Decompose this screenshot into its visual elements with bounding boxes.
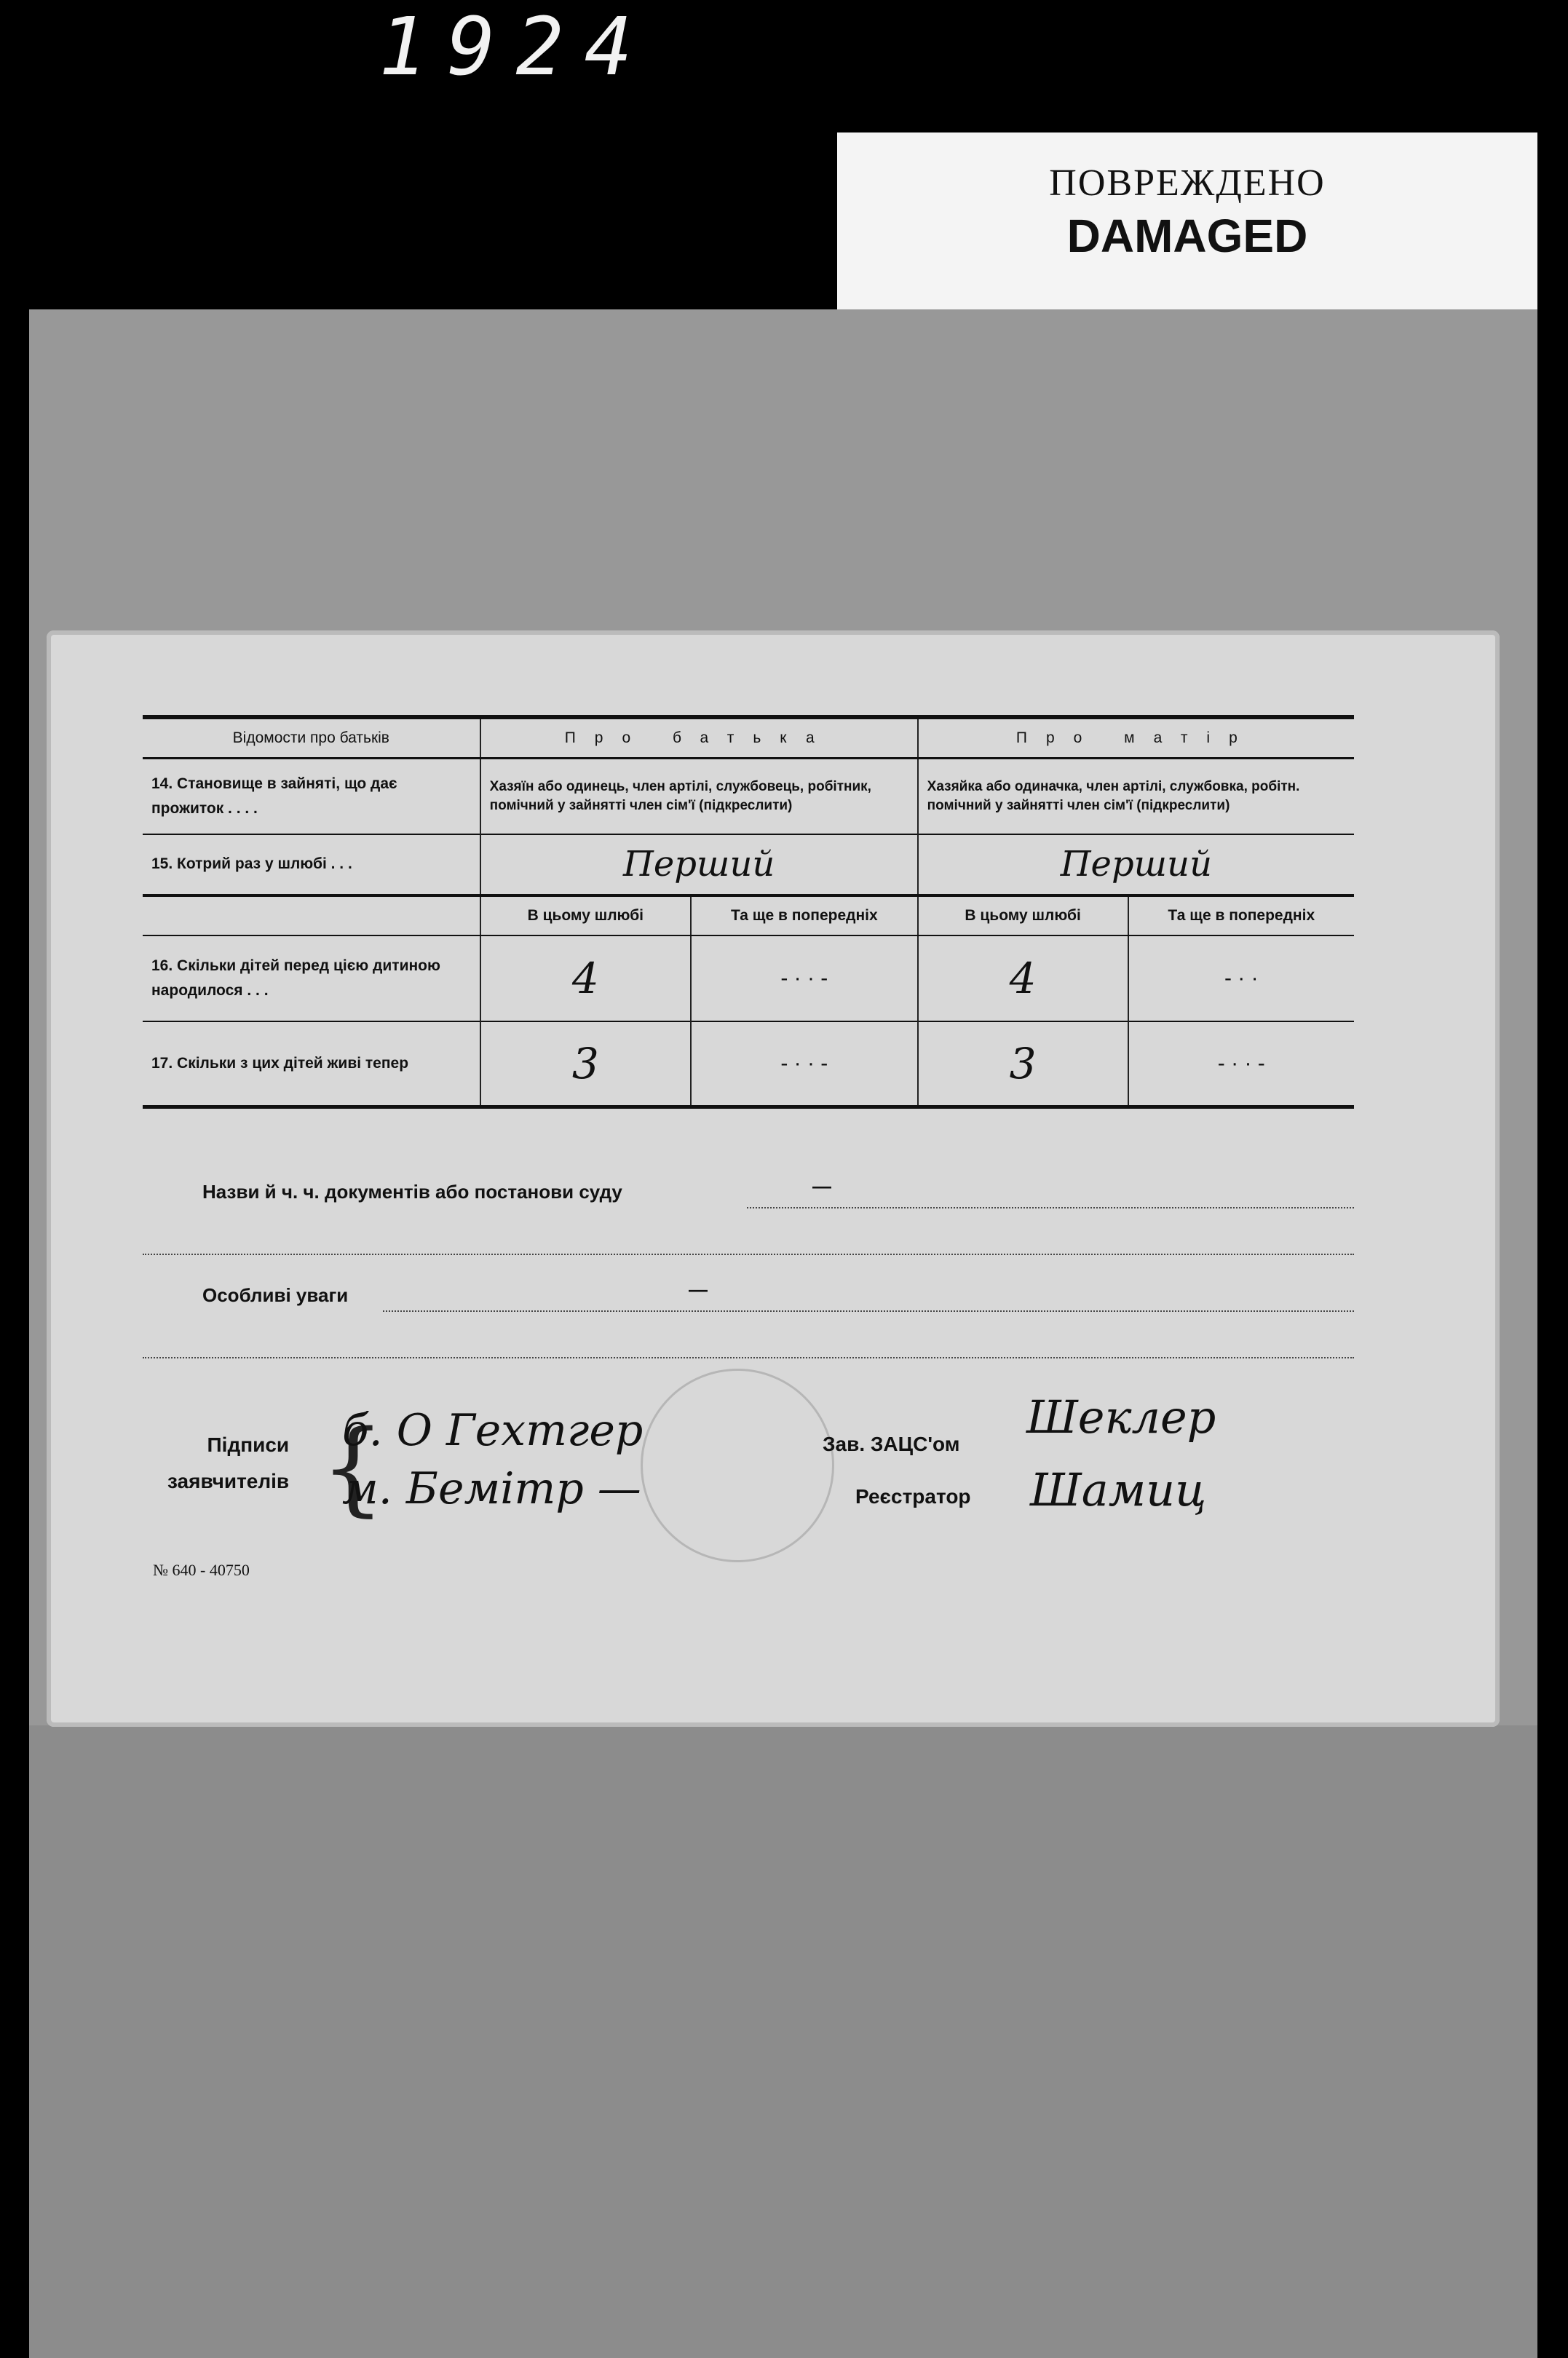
q16-label: 16. Скільки дітей перед цією дитиною народилося . . . — [143, 935, 480, 1021]
notes-dotline — [383, 1310, 1354, 1312]
q14-label: 14. Становище в зайняті, що дає прожиток . . . . — [143, 759, 480, 834]
docs-value: — — [812, 1175, 831, 1197]
applicant-signature-2: м. Бемітр — — [342, 1463, 641, 1514]
notes-value: — — [689, 1278, 708, 1300]
q15-label: 15. Котрий раз у шлюбі . . . — [143, 834, 480, 895]
q17-label: 17. Скільки з цих дітей живі тепер — [143, 1021, 480, 1107]
q14-mother: Хазяйка або одиначка, член артілі, службовка, робітн. помічний у зайнятті член сім'ї (підкреслити) — [927, 778, 1300, 813]
damaged-label-en: DAMAGED — [1066, 210, 1308, 262]
q17-father-prev: - · · - — [691, 1021, 918, 1107]
head-zags-label: Зав. ЗАЦС'ом — [823, 1433, 960, 1455]
notes-label: Особливі уваги — [202, 1284, 349, 1306]
damaged-label-ru: ПОВРЕЖДЕНО — [1049, 162, 1326, 204]
header-father: Про батька — [480, 717, 918, 759]
q16-father-this: 4 — [480, 935, 691, 1021]
folder-bottom — [29, 1725, 1537, 2358]
q15-father: Перший — [480, 834, 918, 895]
archive-year: 1924 — [379, 0, 653, 93]
q16-father-prev: - · · - — [691, 935, 918, 1021]
docs-label: Назви й ч. ч. документів або постанови суду — [202, 1181, 622, 1203]
subheader-mother-prev: Та ще в попередніх — [1128, 895, 1354, 935]
parents-form — [143, 715, 1354, 1306]
q16-mother-prev: - · · — [1224, 965, 1259, 990]
q15-mother: Перший — [1060, 844, 1212, 885]
header-mother: Про матір — [918, 717, 1354, 759]
q17-mother-this: 3 — [918, 1021, 1128, 1107]
faded-stamp — [641, 1369, 834, 1562]
head-signature: Шеклер — [1026, 1390, 1216, 1444]
applicants-signature-label — [167, 1427, 289, 1500]
notes-dotline-2 — [143, 1357, 1354, 1358]
damaged-label — [837, 132, 1537, 311]
applicant-signature-1: б. О Гехтгер — [342, 1405, 644, 1456]
signatures-label-2: заявчителів — [167, 1470, 290, 1492]
subheader-father-this: В цьому шлюбі — [480, 895, 691, 935]
subheader-mother-this: В цьому шлюбі — [918, 895, 1128, 935]
docs-dotline — [747, 1207, 1354, 1208]
registrar-signature: Шамиц — [1030, 1463, 1207, 1516]
q16-mother-this: 4 — [918, 935, 1128, 1021]
form-number: № 640 - 40750 — [153, 1561, 250, 1579]
docs-dotline-2 — [143, 1254, 1354, 1255]
registrar-label: Реєстратор — [855, 1485, 971, 1508]
parents-table — [143, 715, 1354, 1109]
signatures-label-1: Підписи — [207, 1433, 290, 1456]
q17-mother-prev: - · · - — [1128, 1021, 1354, 1107]
q17-father-this: 3 — [480, 1021, 691, 1107]
header-parents-info: Відомости про батьків — [143, 717, 480, 759]
q14-father: Хазяїн або одинець, член артілі, службовець, робітник, помічний у зайнятті член сім'ї (підкреслити) — [480, 759, 918, 834]
brace: { — [320, 1409, 386, 1527]
subheader-father-prev: Та ще в попередніх — [691, 895, 918, 935]
